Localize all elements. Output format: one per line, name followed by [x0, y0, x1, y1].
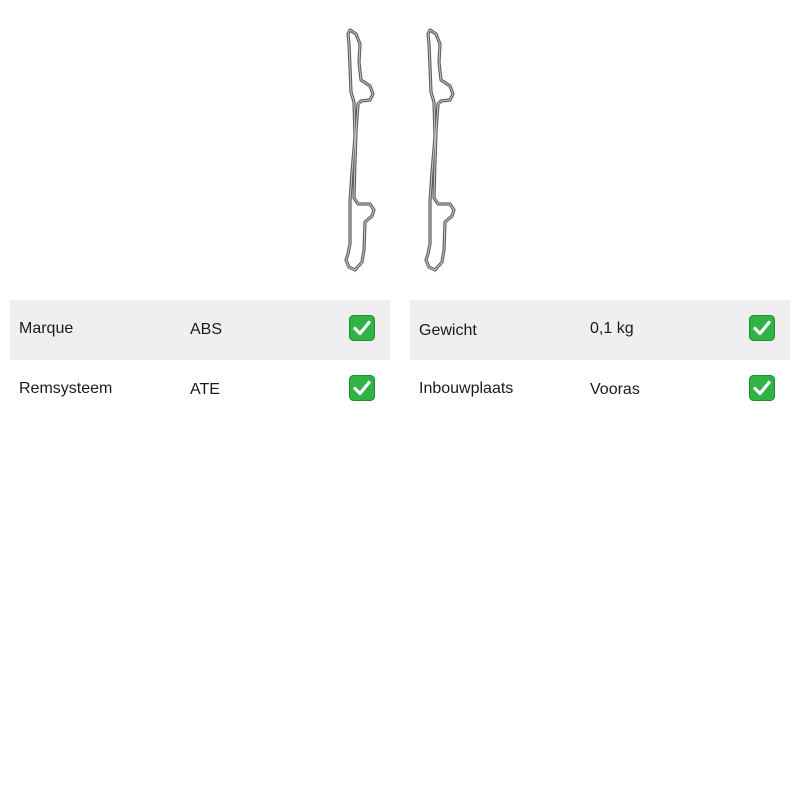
- check-icon: [349, 375, 375, 401]
- spec-row-remsysteem: [10, 360, 390, 420]
- spec-label: Inbouwplaats: [419, 380, 514, 397]
- spec-row-gewicht: [410, 300, 790, 360]
- spec-value: 0,1 kg: [590, 320, 634, 337]
- product-image: [330, 22, 470, 280]
- brake-pad-spring-clips-icon: [330, 22, 470, 280]
- check-icon: [349, 315, 375, 341]
- spec-label: Remsysteem: [19, 380, 113, 397]
- spec-table-left: [10, 300, 390, 420]
- spec-table-right: [410, 300, 790, 420]
- check-icon: [749, 375, 775, 401]
- spec-value: Vooras: [590, 381, 640, 398]
- spec-value: ATE: [190, 381, 220, 398]
- spec-label: Marque: [19, 320, 74, 337]
- spec-row-inbouwplaats: [410, 360, 790, 420]
- check-icon: [749, 315, 775, 341]
- spec-row-marque: [10, 300, 390, 360]
- spec-label: Gewicht: [419, 322, 477, 339]
- spec-value: ABS: [190, 321, 223, 338]
